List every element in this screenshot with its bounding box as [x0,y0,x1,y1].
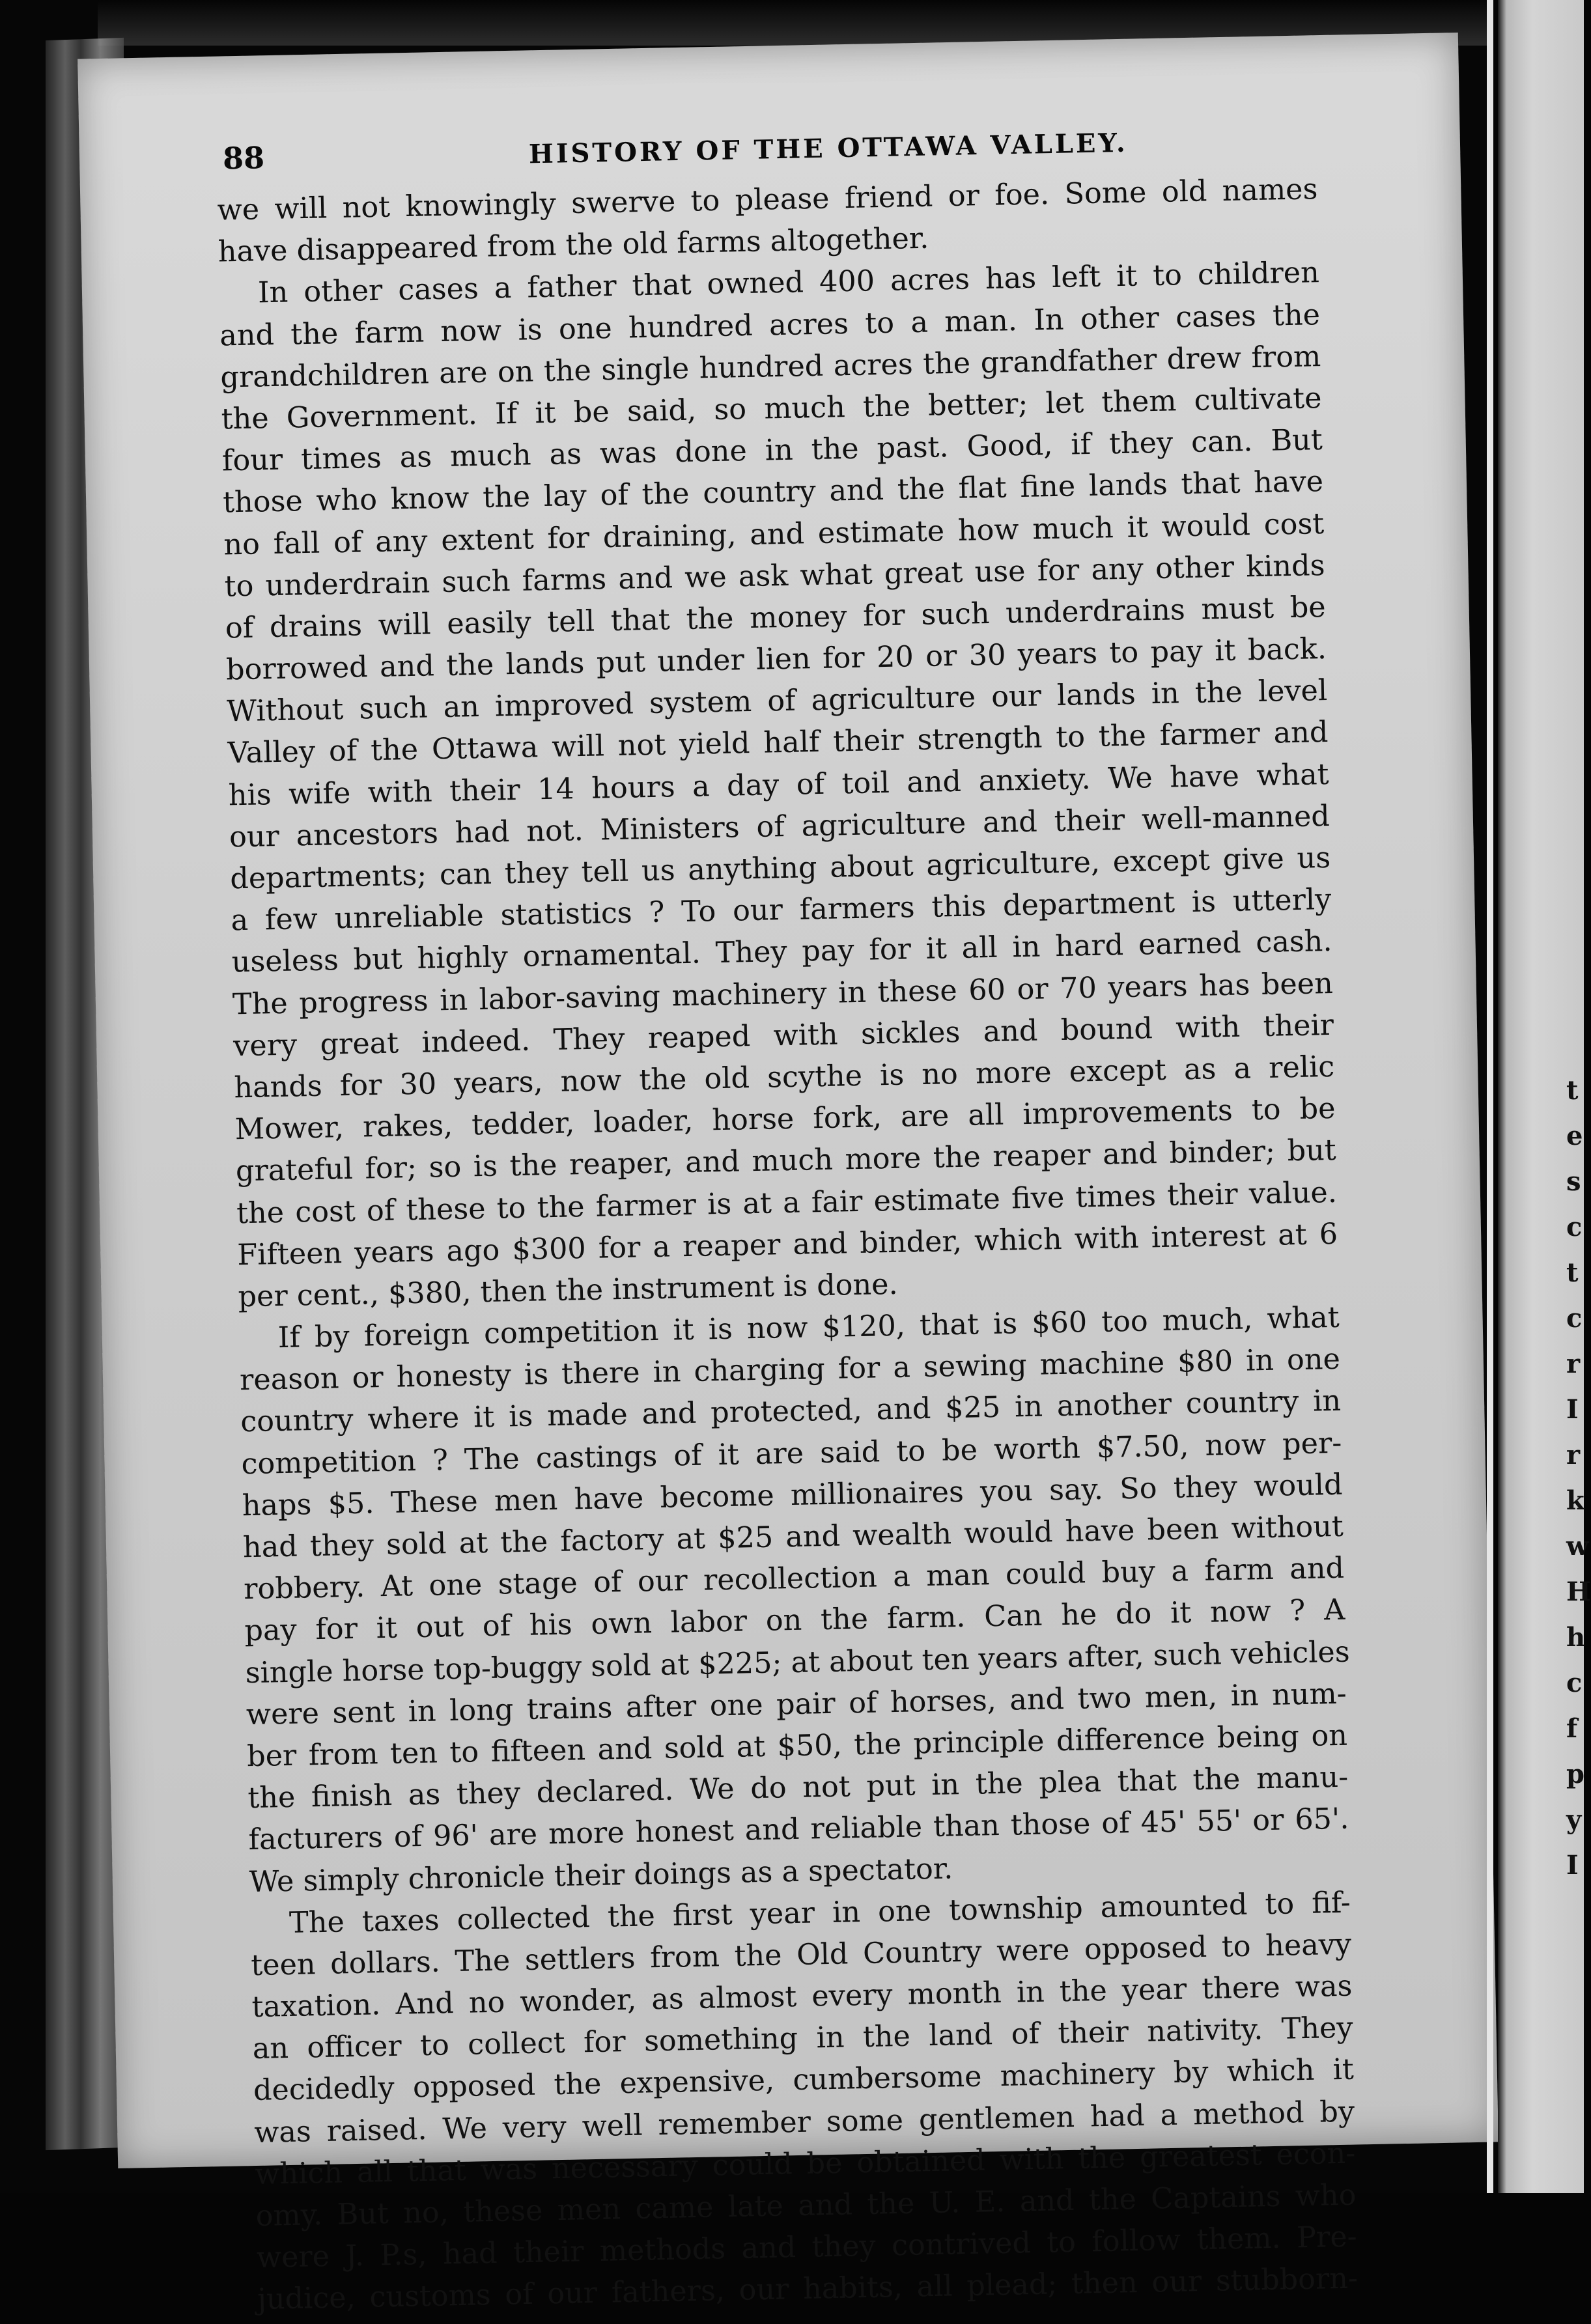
page-number: 88 [222,140,265,176]
text-line: Fifteen years ago $300 for a reaper and binder, which with interest at 6 [236,1217,1338,1272]
gutter-rule [1487,0,1493,2193]
text-line: robbery. At one stage of our recollection a man could buy a farm and [243,1551,1345,1606]
text-line: country where it is made and protected, and $25 in another country in [240,1384,1342,1439]
adjacent-page-text [1566,1068,1591,1888]
adjacent-text-fragment: s [1566,1166,1581,1197]
text-line: four times as much as was done in the past. Good, if they can. But [221,423,1323,478]
running-head: HISTORY OF THE OTTAWA VALLEY. [528,127,1129,170]
adjacent-text-fragment: I [1566,1394,1579,1425]
text-line: Valley of the Ottawa will not yield half their strength to the farmer and [227,716,1329,770]
text-line: those who know the lay of the country and the flat fine lands that have [222,465,1324,520]
text-line: omy. But no, these men came late and the U. E. and the Captains who [255,2178,1357,2233]
text-line: borrowed and the lands put under lien for 20 or 30 years to pay it back. [225,632,1327,687]
text-line: we will not knowingly swerve to please friend or foe. Some old names [217,173,1318,227]
text-line: the cost of these to the farmer is at a fair estimate five times their value. [236,1175,1338,1230]
text-line: In other cases a father that owned 400 acres has left it to children [257,256,1320,310]
text-line: facturers of 96' are more honest and reliable than those of 45' 55' or 65'. [248,1802,1349,1857]
text-line: of drains will easily tell that the money for such underdrains must be [225,590,1327,645]
text-line: no fall of any extent for draining, and estimate how much it would cost [223,507,1325,561]
adjacent-text-fragment: f [1566,1713,1578,1744]
text-line: were sent in long trains after one pair of horses, and two men, in num- [246,1677,1347,1731]
text-line: an officer to collect for something in the land of their nativity. They [252,2011,1353,2066]
text-line: The taxes collected the first year in one township amounted to fif- [289,1886,1351,1940]
text-line: reason or honesty is there in charging for a sewing machine $80 in one [239,1343,1341,1397]
text-line: which all that was necessary could be obtained with the greatest econ- [255,2136,1356,2191]
text-line: Mower, rakes, tedder, loader, horse fork, are all improvements to be [234,1091,1336,1147]
text-line: Without such an improved system of agriculture our lands in the level [226,674,1328,729]
text-line: pay for it out of his own labor on the farm. Can he do it now ? A [244,1593,1345,1648]
text-line: grandchildren are on the single hundred acres the grandfather drew from [220,339,1321,395]
adjacent-text-fragment: k [1566,1485,1584,1516]
text-line: his wife with their 14 hours a day of toil and anxiety. We have what [228,757,1330,813]
text-line: haps $5. These men have become millionaires you say. So they would [242,1468,1343,1523]
text-line: hands for 30 years, now the old scythe is no more except as a relic [233,1050,1335,1105]
text-line: the finish as they declared. We do not put in the plea that the manu- [247,1760,1349,1815]
book-page [77,33,1499,2317]
body-text [217,169,1359,2321]
text-line: our ancestors had not. Ministers of agriculture and their well-manned [229,799,1331,854]
text-line: single horse top-buggy sold at $225; at about ten years after, such vehicles [245,1635,1351,1690]
adjacent-text-fragment: e [1566,1121,1583,1151]
text-line: judice, customs of our fathers, our habits, all plead; then our stubborn- [257,2261,1359,2317]
adjacent-text-fragment: t [1566,1257,1579,1288]
text-line: was raised. We very well remember some gentlemen had a method by [253,2095,1355,2149]
page-header [223,120,1331,180]
text-line: to underdrain such farms and we ask what great use for any other kinds [224,548,1325,604]
text-line: very great indeed. They reaped with sickles and bound with their [232,1008,1334,1063]
text-line: grateful for; so is the reaper, and much more the reaper and binder; but [235,1134,1337,1188]
adjacent-text-fragment: c [1566,1303,1583,1334]
adjacent-text-fragment: h [1566,1622,1586,1653]
adjacent-text-fragment: r [1566,1349,1581,1379]
text-line: the Government. If it be said, so much the better; let them cultivate [221,382,1322,436]
adjacent-text-fragment: p [1566,1759,1584,1789]
adjacent-text-fragment: r [1566,1440,1581,1470]
adjacent-text-fragment: H [1566,1576,1591,1607]
adjacent-text-fragment: I [1566,1850,1579,1881]
text-line: per cent., $380, then the instrument is done. [238,1267,899,1314]
text-line: and the farm now is one hundred acres to a man. In other cases the [219,298,1321,353]
text-line: taxation. And no wonder, as almost every month in the year there was [251,1969,1353,2024]
adjacent-text-fragment: c [1566,1212,1583,1242]
text-line: If by foreign competition it is now $120, that is $60 too much, what [277,1300,1340,1355]
text-line: departments; can they tell us anything about agriculture, except give us [229,841,1331,896]
text-line: useless but highly ornamental. They pay for it all in hard earned cash. [231,925,1332,979]
adjacent-text-fragment: w [1566,1531,1589,1561]
text-line: have disappeared from the old farms altogether. [218,221,929,269]
text-line: We simply chronicle their doings as a spectator. [249,1851,953,1899]
text-line: competition ? The castings of it are said to be worth $7.50, now per- [241,1426,1342,1481]
text-line: decidedly opposed the expensive, cumbersome machinery by which it [253,2053,1355,2108]
text-line: ber from ten to fifteen and sold at $50, the principle difference being on [246,1718,1348,1774]
adjacent-text-fragment: c [1566,1668,1583,1698]
text-line: teen dollars. The settlers from the Old Country were opposed to heavy [250,1927,1352,1982]
text-line: The progress in labor-saving machinery in these 60 or 70 years has been [232,966,1334,1021]
text-line: a few unreliable statistics ? To our farmers this department is utterly [231,883,1332,938]
text-line: had they sold at the factory at $25 and wealth would have been without [242,1509,1344,1565]
adjacent-text-fragment: t [1566,1075,1579,1106]
adjacent-text-fragment: y [1566,1804,1582,1835]
text-line: were J. P.s, had their methods and they contrived to follow them. Pre- [256,2220,1358,2275]
